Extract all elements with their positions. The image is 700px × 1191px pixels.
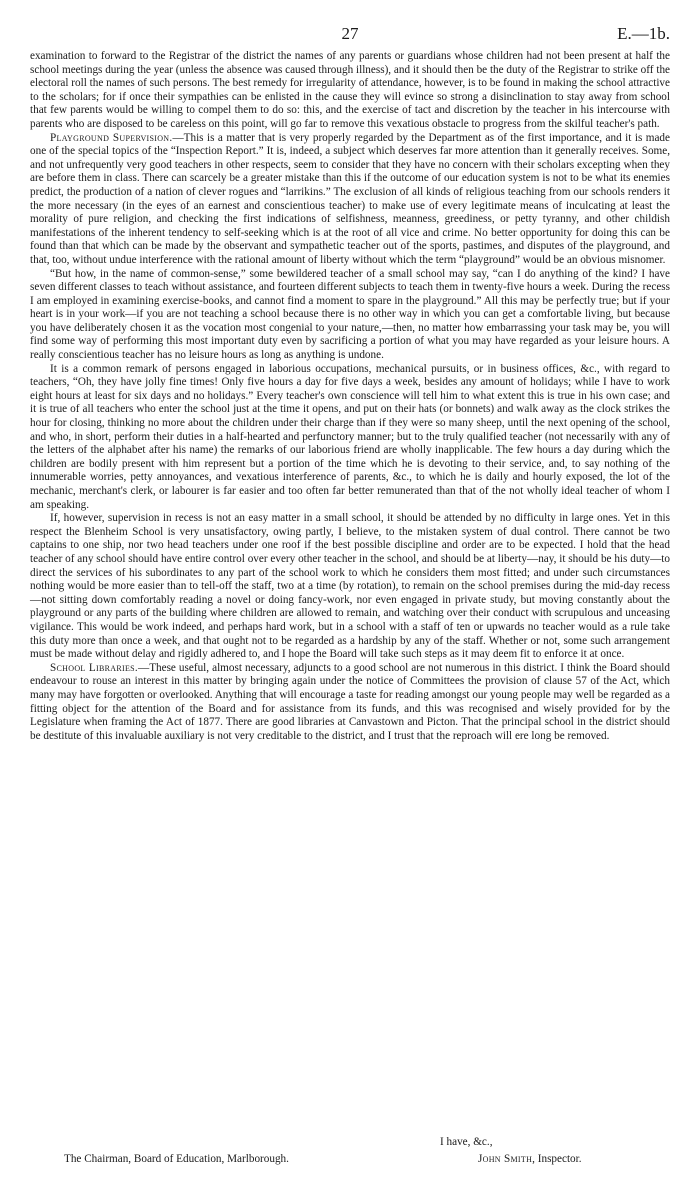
paragraph-playground-supervision: Playground Supervision.—This is a matter that is very properly regarded by the Department as of the first importance, and it is made one of the special topics of the “Inspection Report.” It is, indeed, a subject which deserves far more attention than it generally receives. Some, and not unfrequently very good teachers in other respects, seem to consider that they have no concern with their scholars excepting when they are before them in class. There can scarcely be a greater mistake than this if the outcome of our education system is not to be what its enemies predict, the production of a nation of clever rogues and “larrikins.” The exclusion of all kinds of religious teaching from our schools renders it the more necessary (in the eyes of an earnest and conscientious teacher) to make use of every legitimate means of inculcating at least the morality of pure religion, and checking the first indications of selfishness, meanness, greediness, or petty tyranny, and other childish manifestations of the inherent tendency to self-seeking which is at the root of all vice and crime. No better opportunity for doing this can be found than that which can be made by the observant and sympathetic teacher out of the sports, pastimes, and disputes of the playground, and that, too, without undue interference with the rational amount of liberty without which the term “playground” would be an obvious misnomer. [30, 131, 670, 266]
addressee: The Chairman, Board of Education, Marlborough. [64, 1153, 289, 1165]
report-body [30, 50, 670, 743]
page-header [30, 24, 670, 46]
paragraph-teachers-remark: It is a common remark of persons engaged in laborious occupations, mechanical pursuits, or in business offices, &c., with regard to teachers, “Oh, they have jolly fine times! Only five hours a day for five days a week, besides any amount of holidays; while I have to work eight hours at least for six days and no holidays.” Every teacher's own conscience will tell him to what extent this is true in his own case; and it is true of all teachers who enter the school just at the time it opens, and put on their hats (or bonnets) and walk away as the clock strikes the hour for closing, thinking no more about the children under their charge than if they were so many sheep, until the next opening of the school, and who, in short, perform their duties in a half-hearted and perfunctory manner; but to the truly qualified teacher (not necessarily with any of the letters of the alphabet after his name) the remarks of our laborious friend are wholly inapplicable. The few hours a day during which the children are bodily present with him represent but a portion of the time which he is devoting to their service, and, to say nothing of the innumerable worries, petty annoyances, and vexatious interference of parents, &c., to which he is daily and hourly exposed, the lot of the mechanic, merchant's clerk, or labourer is far easier and too often far better remunerated than that of the not wholly ideal teacher of whom I am speaking. [30, 362, 670, 511]
signature-title: , Inspector. [532, 1153, 582, 1165]
paragraph-school-libraries: School Libraries.—These useful, almost necessary, adjuncts to a good school are not numerous in this district. I think the Board should endeavour to rouse an interest in this matter by bringing again under the notice of Committees the provision of clause 57 of the Act, which many may have forgotten or overlooked. Anything that will encourage a taste for reading amongst our young people may well be regarded as a fitting object for the attention of the Board and for assistance from its funds, and this was recognised and wisely provided for by the Legislature when framing the Act of 1877. There are good libraries at Canvastown and Picton. That the principal school in the district should be destitute of this invaluable auxiliary is not very creditable to the district, and I trust that the reproach will ere long be removed. [30, 661, 670, 742]
valediction: I have, &c., [440, 1136, 493, 1148]
paragraph-common-sense: “But how, in the name of common-sense,” some bewildered teacher of a small school may say, “can I do anything of the kind? I have seven different classes to teach without assistance, and fourteen different subjects to teach them in twenty-five hours a week. During the recess I am employed in examining exercise-books, and cannot find a moment to spare in the playground.” All this may be perfectly true; but if your heart is in your work—if you are not teaching a school because there is no other way in which you can get a comfortable living, but because you have deliberately chosen it as the vocation most congenial to your nature,—then, no matter how embarrassing your task may be, you will find some way of performing this most important duty even by sacrificing a portion of what you may have regarded as your leisure hours. A really conscientious teacher has no leisure hours as long as anything is undone. [30, 267, 670, 362]
page-number: 27 [341, 24, 359, 43]
section-heading-libraries: School Libraries. [50, 661, 138, 674]
signature-name: John Smith [478, 1153, 533, 1165]
paragraph-attendance: examination to forward to the Registrar of the district the names of any parents or guardians whose children had not been present at half the school meetings during the year (unless the absence was caused through illness), and it should then be the duty of the Registrar to strike off the electoral roll the names of such persons. The best remedy for irregularity of attendance, however, is to be found in making the school attractive to the scholars; for if once their sympathies can be enlisted in the cause they will evince so strong a disinclination to stay away from school that few parents would be willing to compel them to do so: this, and the exercise of tact and discretion by the teacher in his intercourse with parents who are disposed to be careless on this point, will go far to remove this vexatious obstacle to progress from the skilful teacher's path. [30, 50, 670, 130]
section-heading-playground: Playground Supervision. [50, 131, 173, 144]
signature [478, 1152, 582, 1166]
paragraph-recess-supervision: If, however, supervision in recess is not an easy matter in a small school, it should be attended by no difficulty in large ones. Yet in this respect the Blenheim School is very unsatisfactory, owing partly, I believe, to the mistaken system of dual control. There cannot be two captains to one ship, nor two head teachers under one roof if the best possible discipline and order are to be expected. I hold that the head teacher of any school should have entire control over every other teacher in the school, and should be at liberty—nay, it should be his duty—to direct the services of his subordinates to any part of the school work to which he considers them most fitted; and under such circumstances nothing would be more easier than to tell-off the staff, two at a time (by rotation), to remain on the school premises during the mid-day recess—not sitting down comfortably reading a novel or doing fancy-work, nor even engaged in private study, but moving constantly about the playground or any parts of the building where children are allowed to remain, and watching over their conduct with scrupulous and unceasing vigilance. This would be work indeed, and perhaps hard work, but in a school with a staff of ten or upwards no teacher would as a rule take this duty more than once a week, and that ought not to be regarded as a hardship by any of the staff. Whether or not, some such arrangement must be made without delay and rigidly adhered to, and I hope the Board will take such steps as it may deem fit to enforce it at once. [30, 512, 670, 661]
document-reference: E.—1b. [617, 24, 670, 43]
